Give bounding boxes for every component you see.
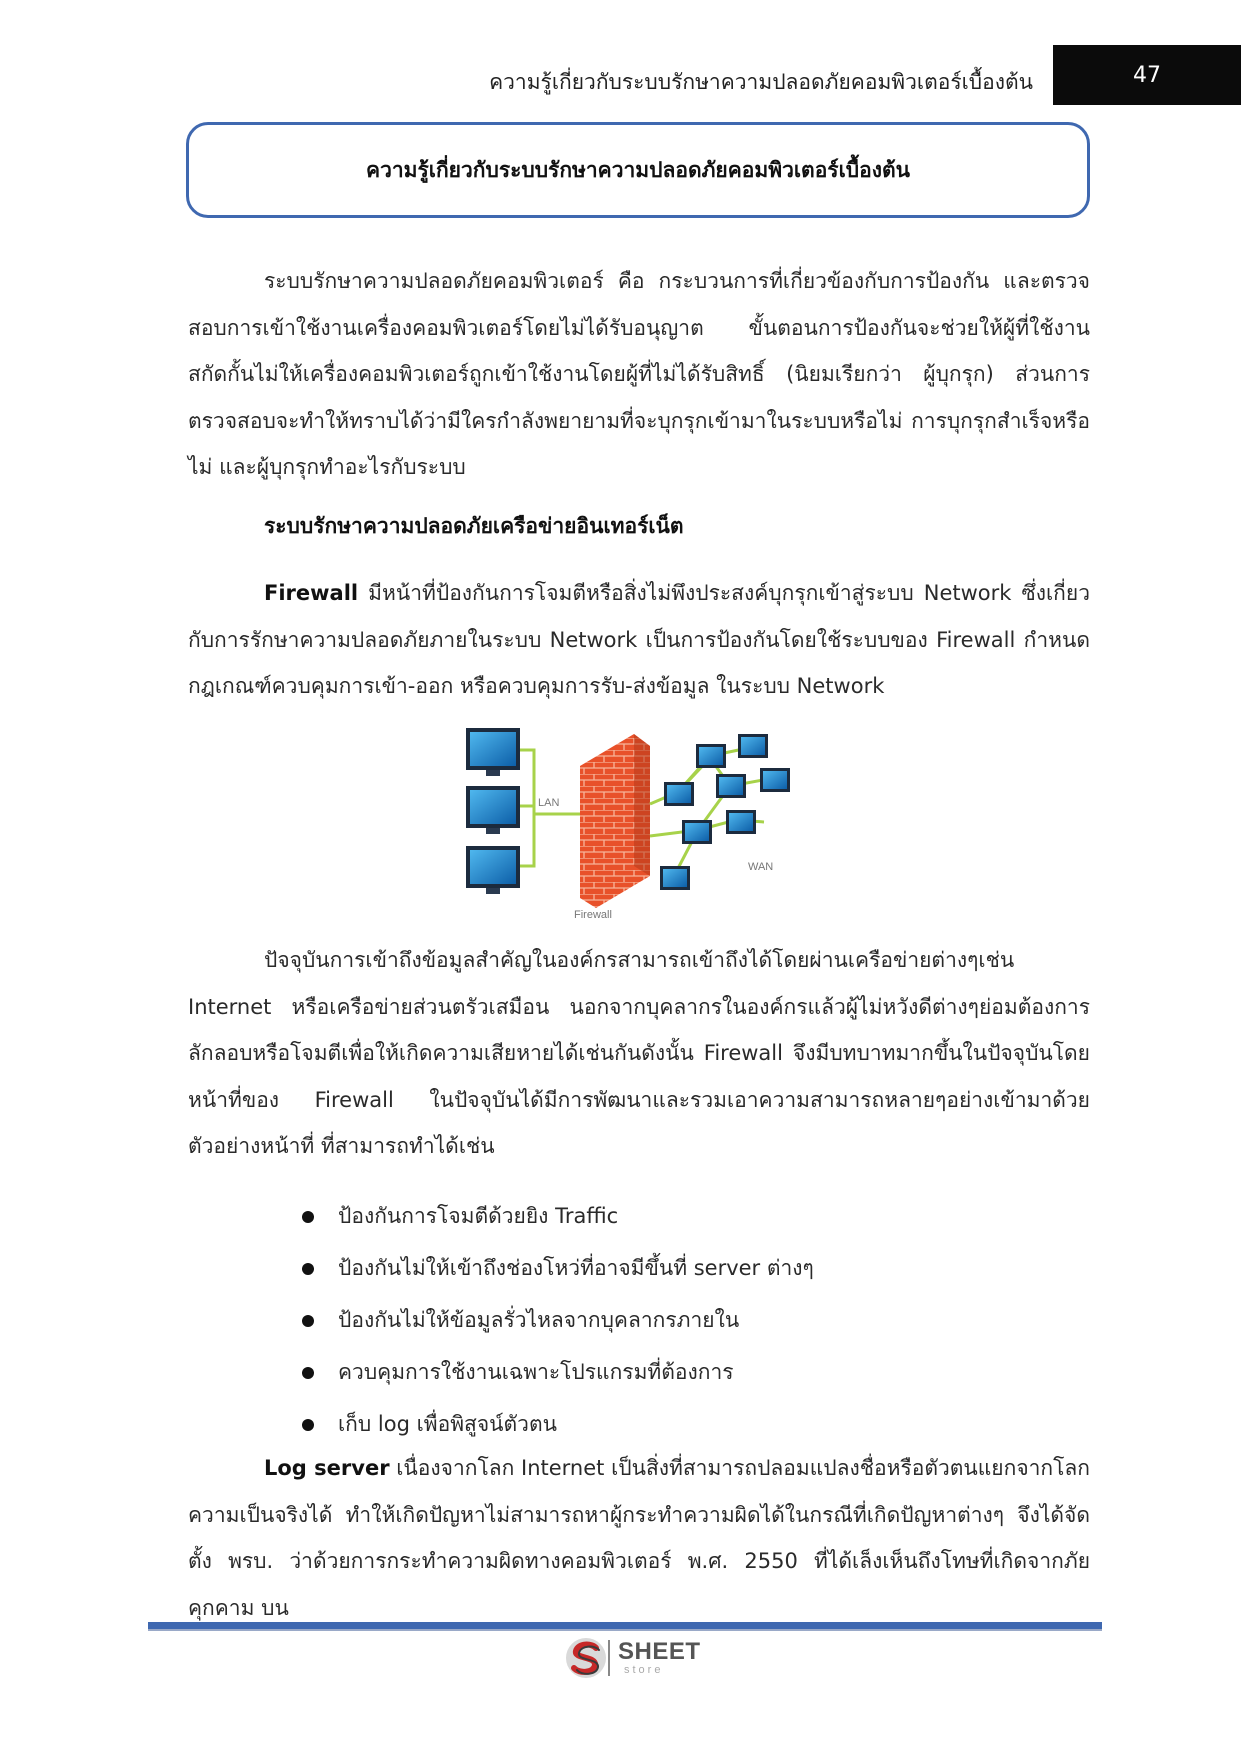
firewall-functions-list <box>298 1190 814 1450</box>
list-item <box>298 1190 814 1242</box>
running-header-title: ความรู้เกี่ยวกับระบบรักษาความปลอดภัยคอมพิวเตอร์เบื้องต้น <box>489 70 1033 94</box>
log-server-text: เนื่องจากโลก Internet เป็นสิ่งที่สามารถปลอมแปลงชื่อหรือตัวตนแยกจากโลกความเป็นจริงได้ ทำให้เกิดปัญหาไม่สามารถหาผู้กระทำความผิดได้ในกรณีที่เกิดปัญหาต่างๆ จึงได้จัดตั้ง พรบ. ว่าด้วยการกระทำความผิดทางคอมพิวเตอร์ พ.ศ. 2550 ที่ได้เล็งเห็นถึงโทษที่เกิดจากภัยคุกคาม บน <box>188 1456 1090 1620</box>
firewall-paragraph <box>188 570 1090 710</box>
chapter-title-box <box>186 122 1090 218</box>
current-paragraph: ปัจจุบันการเข้าถึงข้อมูลสำคัญในองค์กรสามารถเข้าถึงได้โดยผ่านเครือข่ายต่างๆเช่น Internet หรือเครือข่ายส่วนตรัวเสมือน นอกจากบุคลากรในองค์กรแล้วผู้ไม่หวังดีต่างๆย่อมต้องการลักลอบหรือโจมตีเพื่อให้เกิดความเสียหายได้เช่นกันดังนั้น Firewall จึงมีบทบาทมากขึ้นในปัจจุบันโดยหน้าที่ของ Firewall ในปัจจุบันได้มีการพัฒนาและรวมเอาความสามารถหลายๆอย่างเข้ามาด้วย ตัวอย่างหน้าที่ ที่สามารถทำได้เช่น <box>188 948 1090 1158</box>
list-item-text: ควบคุมการใช้งานเฉพาะโปรแกรมที่ต้องการ <box>338 1360 734 1384</box>
wan-monitor-icon <box>716 774 746 798</box>
list-item-text: ป้องกันไม่ให้เข้าถึงช่องโหว่ที่อาจมีขึ้นที่ server ต่างๆ <box>338 1256 814 1280</box>
firewall-label: Firewall <box>574 909 612 920</box>
logo-subtext: store <box>624 1664 664 1676</box>
firewall-text: มีหน้าที่ป้องกันการโจมตีหรือสิ่งไม่พึงประสงค์บุกรุกเข้าสู่ระบบ Network ซึ่งเกี่ยวกับการรักษาความปลอดภัยภายในระบบ Network เป็นการป้องกันโดยใช้ระบบของ Firewall กำหนดกฎเกณฑ์ควบคุมการเข้า-ออก หรือควบคุมการรับ-ส่งข้อมูล ในระบบ Network <box>188 581 1090 698</box>
lan-monitor-icon <box>466 786 520 834</box>
firewall-wall-icon <box>580 734 650 908</box>
wan-monitor-icon <box>760 768 790 792</box>
wan-monitor-icon <box>726 810 756 834</box>
bullet-icon <box>302 1263 314 1275</box>
lan-monitor-icon <box>466 728 520 776</box>
list-item <box>298 1398 814 1450</box>
bullet-icon <box>302 1419 314 1431</box>
list-item <box>298 1242 814 1294</box>
list-item <box>298 1346 814 1398</box>
wan-monitor-icon <box>682 820 712 844</box>
lan-label: LAN <box>538 797 560 809</box>
sheet-store-logo <box>562 1634 722 1682</box>
bullet-icon <box>302 1211 314 1223</box>
firewall-network-diagram <box>464 726 814 920</box>
log-server-paragraph <box>188 1445 1090 1631</box>
page-number: 47 <box>1053 45 1241 105</box>
wan-monitor-icon <box>738 734 768 758</box>
chapter-title: ความรู้เกี่ยวกับระบบรักษาความปลอดภัยคอมพิวเตอร์เบื้องต้น <box>366 157 910 182</box>
list-item-text: เก็บ log เพื่อพิสูจน์ตัวตน <box>338 1412 557 1436</box>
wan-monitor-icon <box>696 744 726 768</box>
section-heading: ระบบรักษาความปลอดภัยเครือข่ายอินเทอร์เน็ต <box>264 514 684 538</box>
bullet-icon <box>302 1315 314 1327</box>
list-item-text: ป้องกันไม่ให้ข้อมูลรั่วไหลจากบุคลากรภายใน <box>338 1308 740 1332</box>
footer-divider <box>148 1622 1102 1631</box>
wan-monitor-icon <box>664 782 694 806</box>
log-server-lead: Log server <box>264 1456 390 1480</box>
bullet-icon <box>302 1367 314 1379</box>
firewall-lead: Firewall <box>264 581 359 605</box>
sheet-store-logo-icon <box>562 1634 612 1682</box>
wan-monitor-icon <box>660 866 690 890</box>
list-item-text: ป้องกันการโจมตีด้วยยิง Traffic <box>338 1204 619 1228</box>
wan-label: WAN <box>748 861 774 873</box>
intro-paragraph: ระบบรักษาความปลอดภัยคอมพิวเตอร์ คือ กระบวนการที่เกี่ยวข้องกับการป้องกัน และตรวจสอบการเข้าใช้งานเครื่องคอมพิวเตอร์โดยไม่ได้รับอนุญาต ขั้นตอนการป้องกันจะช่วยให้ผู้ที่ใช้งานสกัดกั้นไม่ให้เครื่องคอมพิวเตอร์ถูกเข้าใช้งานโดยผู้ที่ไม่ได้รับสิทธิ์ (นิยมเรียกว่า ผู้บุกรุก) ส่วนการตรวจสอบจะทำให้ทราบได้ว่ามีใครกำลังพยายามที่จะบุกรุกเข้ามาในระบบหรือไม่ การบุกรุกสำเร็จหรือไม่ และผู้บุกรุกทำอะไรกับระบบ <box>188 269 1090 479</box>
lan-monitor-icon <box>466 846 520 894</box>
logo-text: SHEET <box>618 1638 701 1665</box>
list-item <box>298 1294 814 1346</box>
